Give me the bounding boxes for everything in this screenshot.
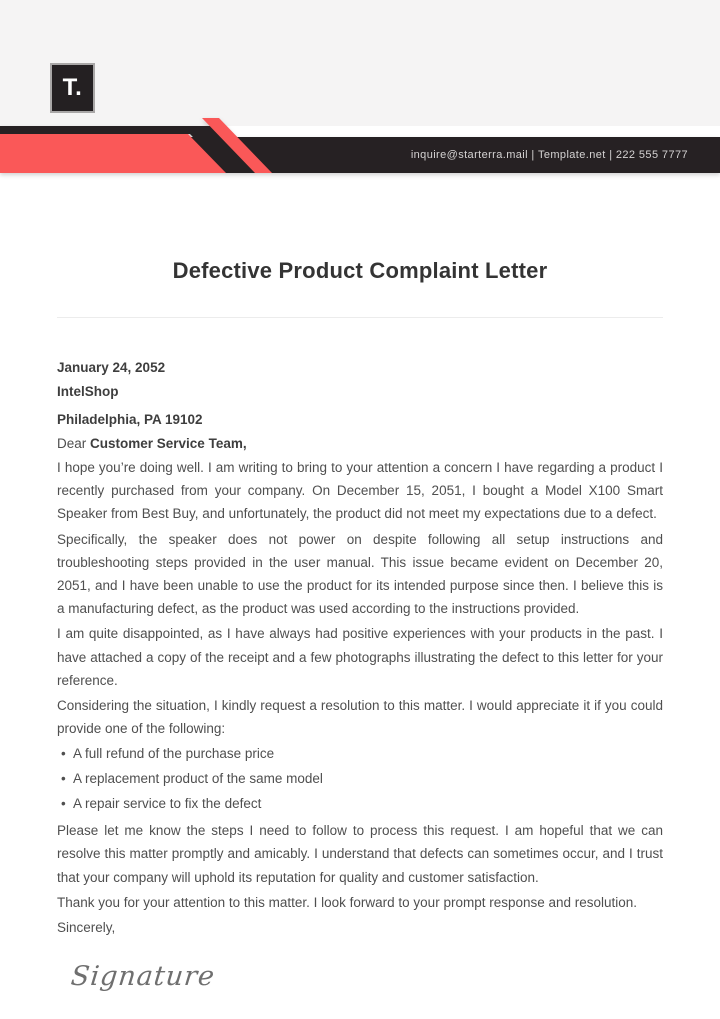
sign-off: Sincerely, bbox=[57, 920, 116, 936]
paragraph: Specifically, the speaker does not power on despite following all setup instructions and troubleshooting steps provided in the user manual. This issue became evident on December 20, 2051, and I have been unable to use the product for its intended purpose since then. I believe this is a manufacturing defect, as the product was used according to the instructions provided. bbox=[57, 531, 663, 617]
list-item: • A repair service to fix the defect bbox=[57, 792, 663, 817]
salutation-name: Customer Service Team, bbox=[90, 436, 247, 451]
paragraph: Please let me know the steps I need to follow to process this request. I am hopeful that we can resolve this matter promptly and amicably. I understand that defects can sometimes occur, and I trust that your company will uphold its reputation for quality and customer satisfaction. bbox=[57, 823, 663, 885]
paragraph: I am quite disappointed, as I have always had positive experiences with your products in the past. I have attached a copy of the receipt and a few photographs illustrating the defect to this letter for your reference. bbox=[57, 626, 663, 688]
contact-info: inquire@starterra.mail | Template.net | 222 555 7777 bbox=[410, 149, 688, 161]
paragraph: I hope you’re doing well. I am writing to bring to your attention a concern I have regarding a product I recently purchased from your company. On December 15, 2051, I bought a Model X100 Smart Speaker from Best Buy, and unfortunately, the product did not meet my expectations due to a defect. bbox=[57, 460, 663, 522]
paragraph: Considering the situation, I kindly request a resolution to this matter. I would appreciate it if you could provide one of the following: bbox=[57, 698, 663, 737]
salutation bbox=[57, 432, 663, 456]
title-divider bbox=[57, 317, 663, 318]
header-background bbox=[0, 0, 720, 126]
brand-logo-letter-icon: T. bbox=[62, 74, 83, 101]
brand-logo bbox=[50, 63, 95, 113]
signature-script: Signature bbox=[69, 961, 217, 993]
letter-content bbox=[57, 174, 663, 992]
salutation-prefix: Dear bbox=[57, 436, 91, 451]
header-banner bbox=[0, 118, 720, 174]
request-options-list bbox=[57, 742, 663, 816]
recipient-address: Philadelphia, PA 19102 bbox=[57, 412, 203, 427]
list-item: • A replacement product of the same model bbox=[57, 767, 663, 792]
letter-date: January 24, 2052 bbox=[57, 360, 166, 375]
letter-body bbox=[57, 456, 663, 939]
paragraph: Thank you for your attention to this matter. I look forward to your prompt response and resolution. bbox=[57, 894, 638, 910]
letter-meta bbox=[57, 356, 663, 456]
list-item: • A full refund of the purchase price bbox=[57, 742, 663, 767]
page-title: Defective Product Complaint Letter bbox=[172, 258, 548, 283]
recipient-company: IntelShop bbox=[57, 384, 119, 399]
